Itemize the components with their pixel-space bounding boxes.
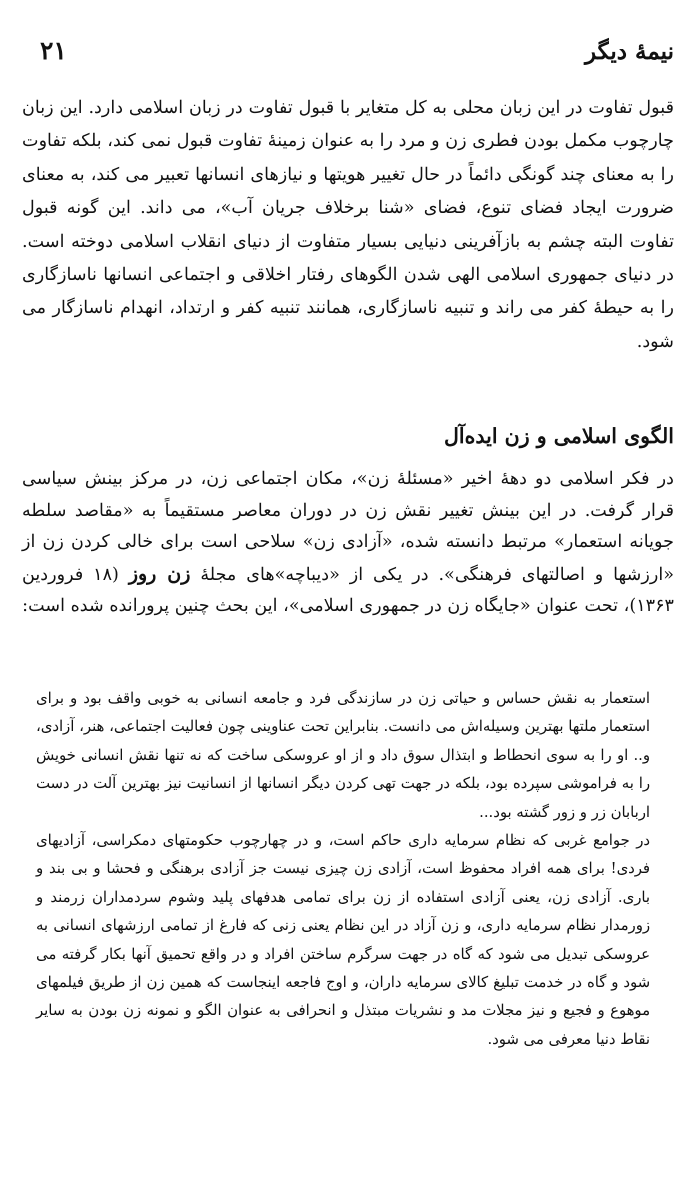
section-text [22, 464, 674, 623]
quote-paragraph-2: در جوامع غربی که نظام سرمایه داری حاکم است، و در چهارچوب حکومتهای دمکراسی، آزادیهای فردی! برای همه افراد محفوظ است، آزادی زن چیزی نیست جز آزادی برهنگی و فحشا و بی بند و باری. آزادی زن، یعنی آزادی استفاده از زن برای تمامی هدفهای پلید وشوم سردمداران زرمند و زورمدار نظام سرمایه داری، و زن آزاد در این نظام یعنی زنی که فارغ از تمامی ارزشهای انسانی به عروسکی تبدیل می شود که گاه در جهت سرگرم ساختن افراد و در واقع تحمیق آنها بکار گرفته می شود و گاه در خدمت تبلیغ کالای سرمایه داران، و اوج فاجعه اینجاست که همین زن از طریق فیلمهای موهوع و فجیع و نیز مجلات مد و نشریات مبتذل و انحرافی به عنوان الگو و نمونه زن بودن به سایر نقاط دنیا معرفی می شود. [36, 832, 650, 1048]
intro-text [22, 92, 674, 359]
section-heading: الگوی اسلامی و زن ایده‌آل [444, 424, 674, 448]
section-text-before-magazine: در فکر اسلامی دو دههٔ اخیر «مسئلهٔ زن»، مکان اجتماعی زن، در مرکز بینش سیاسی قرار گرفت. در این بینش تغییر نقش زن در دوران معاصر مستقیماً به «مقاصد سلطه جویانه استعمار» مرتبط دانسته شده، «آزادی زن» سلاحی است برای خالی کردن زن از «ارزشها و اصالتهای فرهنگی». در یکی از «دیباچه»های مجلهٔ [22, 469, 675, 585]
block-quote [36, 685, 650, 1054]
page-number: ۲۱ [40, 36, 67, 65]
quote-paragraph-1: استعمار به نقش حساس و حیاتی زن در سازندگی فرد و جامعه انسانی به خوبی واقف بود و برای استعمار ملتها بهترین وسیله‌اش می دانست. بنابراین تحت عناوینی چون فعالیت اجتماعی، هنر، آزادی، و.. او را به سوی انحطاط و ابتذال سوق داد و از او عروسکی ساخت که نه تنها نقش انسانی خویش را به فراموشی سپرده بود، بلکه در جهت تهی کردن دیگر انسانها از انسانیت نیز بهترین آلت در دست اربابان زر و زور گشته بود... [36, 690, 650, 821]
magazine-name: زن روز [128, 562, 191, 585]
intro-paragraph: قبول تفاوت در این زبان محلی به کل متغایر با قبول تفاوت در زبان اسلامی دارد. این زبان چارچوب مکمل بودن فطری زن و مرد را به عنوان زمینهٔ تفاوت قبول نمی کند، بلکه تفاوت را به معنای چند گونگی دائماً در حال تغییر هویتها و نیازهای انسانها تعبیر می کند، به معنای ضرورت ایجاد فضای تنوع، فضای «شنا برخلاف جریان آب»، می داند. این گونه قبول تفاوت البته چشم به بازآفرینی دنیایی بسیار متفاوت از دنیای انقلاب اسلامی دوخته است. در دنیای جمهوری اسلامی الهی شدن الگوهای رفتار اخلاقی و اجتماعی انسانها ناسازگاری را به حیطهٔ کفر می راند و تنبیه ناسازگاری، همانند تنبیه کفر و ارتداد، انهدام ناسازگار می شود. [22, 98, 674, 352]
running-title: نیمهٔ دیگر [584, 38, 674, 65]
section-text-after-magazine: (۱۸ فروردین ۱۳۶۳)، تحت عنوان «جایگاه زن در جمهوری اسلامی»، این بحث چنین پرورانده شده است: [22, 564, 674, 617]
section-paragraph [22, 464, 674, 623]
page-header [40, 38, 674, 74]
